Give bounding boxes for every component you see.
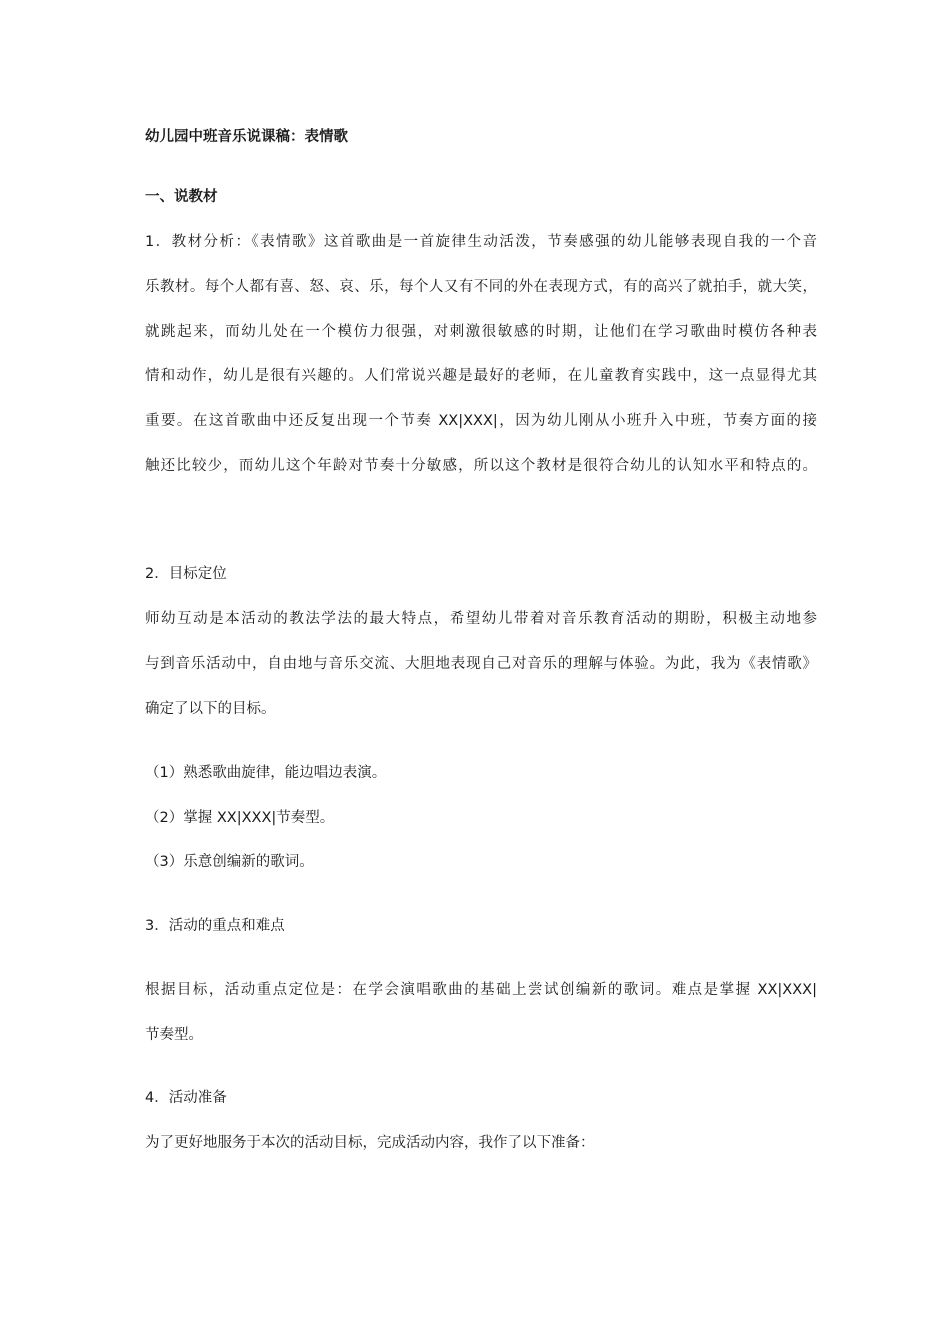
paragraph-line: 情和动作，幼儿是很有兴趣的。人们常说兴趣是最好的老师，在儿童教育实践中，这一点显得尤其 bbox=[145, 368, 817, 384]
goal-item: （3）乐意创编新的歌词。 bbox=[145, 854, 314, 870]
paragraph-line: 1．教材分析：《表情歌》这首歌曲是一首旋律生动活泼，节奏感强的幼儿能够表现自我的一个音 bbox=[145, 234, 817, 250]
paragraph-line: 重要。在这首歌曲中还反复出现一个节奏 XX|XXX|，因为幼儿刚从小班升入中班，节奏方面的接 bbox=[145, 413, 817, 429]
goal-item: （2）掌握 XX|XXX|节奏型。 bbox=[145, 810, 335, 826]
paragraph-line: 确定了以下的目标。 bbox=[145, 701, 276, 717]
paragraph-line: 触还比较少，而幼儿这个年龄对节奏十分敏感，所以这个教材是很符合幼儿的认知水平和特点的。 bbox=[145, 458, 817, 474]
paragraph-line: 与到音乐活动中，自由地与音乐交流、大胆地表现自己对音乐的理解与体验。为此，我为《表情歌》 bbox=[145, 656, 817, 672]
item-heading-goals: 2．目标定位 bbox=[145, 566, 227, 582]
paragraph-line: 就跳起来，而幼儿处在一个模仿力很强，对刺激很敏感的时期，让他们在学习歌曲时模仿各种表 bbox=[145, 324, 817, 340]
paragraph-line: 节奏型。 bbox=[145, 1027, 203, 1043]
paragraph-line: 师幼互动是本活动的教法学法的最大特点，希望幼儿带着对音乐教育活动的期盼，积极主动地参 bbox=[145, 611, 817, 627]
paragraph-line: 乐教材。每个人都有喜、怒、哀、乐，每个人又有不同的外在表现方式，有的高兴了就拍手，就大笑， bbox=[145, 279, 817, 295]
goal-item: （1）熟悉歌曲旋律，能边唱边表演。 bbox=[145, 765, 387, 781]
item-heading-key-points: 3．活动的重点和难点 bbox=[145, 918, 285, 934]
paragraph-line: 为了更好地服务于本次的活动目标，完成活动内容，我作了以下准备： bbox=[145, 1135, 595, 1151]
item-heading-preparation: 4．活动准备 bbox=[145, 1090, 227, 1106]
document-title: 幼儿园中班音乐说课稿：表情歌 bbox=[145, 129, 348, 145]
paragraph-line: 根据目标，活动重点定位是：在学会演唱歌曲的基础上尝试创编新的歌词。难点是掌握 XX|XXX| bbox=[145, 982, 817, 998]
section-heading-textbook: 一、说教材 bbox=[145, 189, 218, 205]
